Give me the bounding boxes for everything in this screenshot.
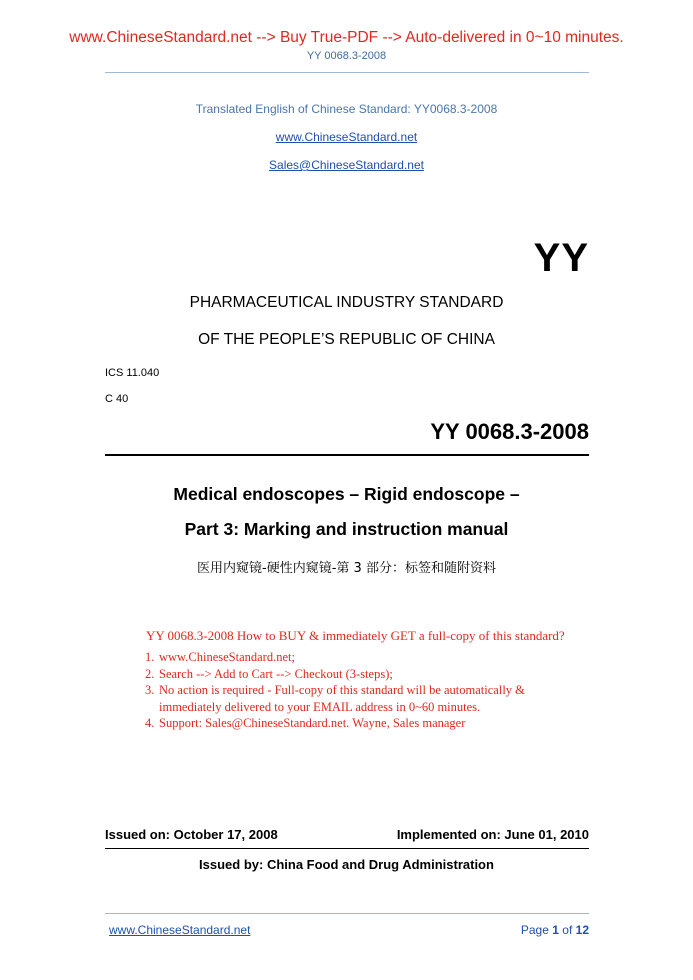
purchase-step bbox=[146, 666, 565, 683]
page-of: of bbox=[562, 923, 573, 937]
document-title-line2: Part 3: Marking and instruction manual bbox=[184, 519, 509, 539]
step-text: No action is required - Full-copy of this standard will be automatically & immediately delivered to your EMAIL address in 0~60 minutes. bbox=[159, 683, 525, 714]
standard-logo: YY bbox=[533, 236, 589, 280]
step-text: Support: Sales@ChineseStandard.net. Wayne, Sales manager bbox=[159, 716, 466, 730]
dates-divider bbox=[105, 848, 589, 849]
step-number: 2. bbox=[145, 666, 155, 681]
top-banner[interactable]: www.ChineseStandard.net --> Buy True-PDF --> Auto-delivered in 0~10 minutes. bbox=[69, 29, 624, 46]
email-link[interactable]: Sales@ChineseStandard.net bbox=[269, 158, 424, 172]
translation-note: Translated English of Chinese Standard: YY0068.3-2008 bbox=[195, 102, 498, 116]
standard-type-line2: OF THE PEOPLE’S REPUBLIC OF CHINA bbox=[198, 331, 495, 348]
purchase-step bbox=[146, 715, 565, 732]
website-link[interactable]: www.ChineseStandard.net bbox=[275, 130, 418, 144]
purchase-step bbox=[146, 682, 559, 715]
email-link-wrap bbox=[0, 156, 693, 174]
website-link-wrap bbox=[0, 128, 693, 146]
page-label: Page bbox=[520, 923, 549, 937]
standard-number: YY 0068.3-2008 bbox=[430, 419, 589, 444]
step-text: Search --> Add to Cart --> Checkout (3-steps); bbox=[159, 666, 393, 681]
implemented-date: Implemented on: June 01, 2010 bbox=[396, 827, 589, 842]
header-doc-id: YY 0068.3-2008 bbox=[306, 50, 387, 62]
footer-website-link[interactable]: www.ChineseStandard.net bbox=[109, 923, 251, 937]
purchase-step bbox=[146, 649, 565, 666]
purchase-steps bbox=[146, 649, 565, 732]
step-number: 4. bbox=[145, 716, 155, 730]
step-number: 1. bbox=[145, 650, 155, 664]
header-divider bbox=[105, 72, 589, 73]
step-number: 3. bbox=[145, 683, 155, 697]
page-current: 1 bbox=[552, 923, 559, 937]
standard-type-line1: PHARMACEUTICAL INDUSTRY STANDARD bbox=[189, 294, 504, 311]
purchase-instructions bbox=[146, 628, 565, 732]
issuing-authority: Issued by: China Food and Drug Administration bbox=[199, 857, 494, 872]
issued-date: Issued on: October 17, 2008 bbox=[105, 827, 278, 842]
purchase-heading: YY 0068.3-2008 How to BUY & immediately GET a full-copy of this standard? bbox=[146, 628, 565, 643]
ccs-code: C 40 bbox=[105, 393, 129, 405]
page-indicator bbox=[521, 923, 589, 937]
ics-code: ICS 11.040 bbox=[105, 367, 160, 379]
footer-divider bbox=[105, 913, 589, 914]
document-title-line1: Medical endoscopes – Rigid endoscope – bbox=[173, 484, 520, 504]
step-text[interactable]: www.ChineseStandard.net; bbox=[159, 650, 295, 664]
chinese-title: 医用内窥镜-硬性内窥镜-第 3 部分：标签和随附资料 bbox=[197, 561, 496, 576]
page-total: 12 bbox=[575, 923, 589, 937]
title-divider bbox=[105, 454, 589, 456]
